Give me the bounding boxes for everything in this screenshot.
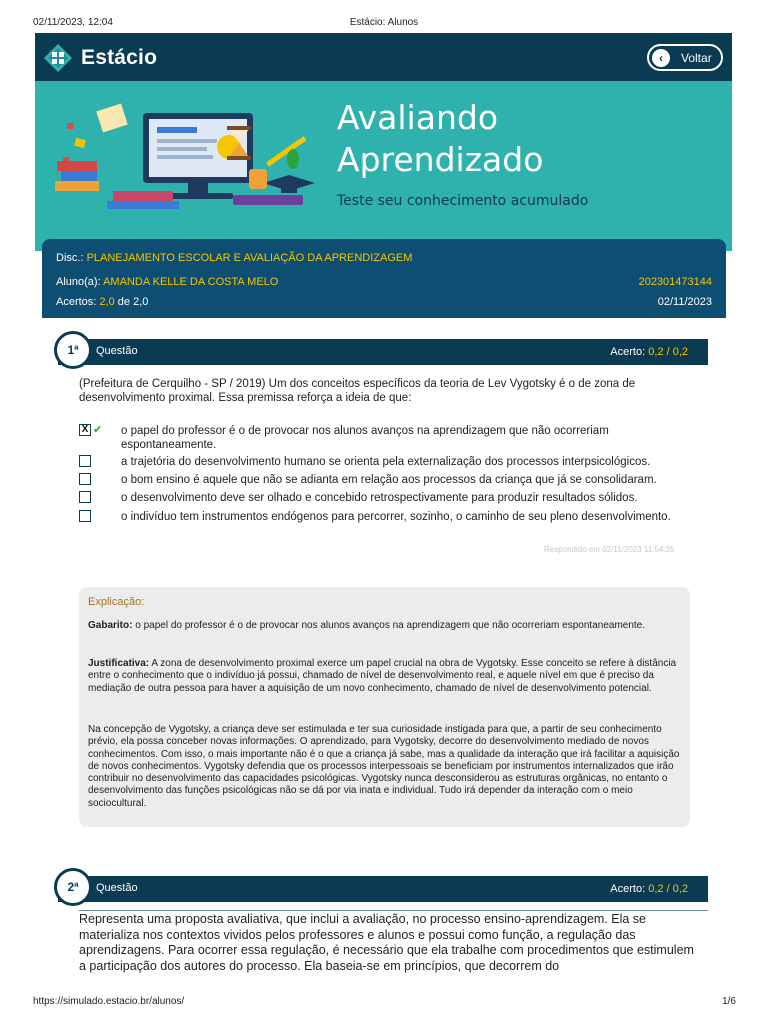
hero-banner <box>35 81 732 251</box>
question-score-sep: / <box>666 883 670 895</box>
question-score-value: 0,2 <box>648 346 664 358</box>
question-number-badge: 1ª <box>54 331 92 369</box>
justification-paragraph <box>88 658 682 695</box>
hero-subtitle: Teste seu conhecimento acumulado <box>337 193 589 209</box>
question-score-label: Acerto: <box>610 883 646 895</box>
student-name: AMANDA KELLE DA COSTA MELO <box>103 276 279 288</box>
question-score-label: Acerto: <box>610 346 646 358</box>
explanation-box <box>79 587 690 827</box>
answered-timestamp: Respondido em 02/11/2023 11:54:35 <box>544 545 675 554</box>
question-2-statement: Representa uma proposta avaliativa, que inclui a avaliação, no processo ensino-aprendizagem. Ela se materializa nos contextos vividos pelos professores e alunos e possui como função, a regulação das aprendizagens. Para ocorrer essa regulação, é necessário que ela trabalhe com procedimentos que estimulem a participação dos autores do processo. Ela baseia-se em princípios, que decorrem do <box>79 912 694 973</box>
print-header <box>0 17 768 31</box>
back-button-label: Voltar <box>681 50 712 65</box>
explanation-title: Explicação: <box>88 596 145 608</box>
question-2-header <box>58 876 708 902</box>
brand-name: Estácio <box>81 46 158 69</box>
option-4-text: o desenvolvimento deve ser olhado e concebido retrospectivamente para produzir resultados sólidos. <box>121 492 638 504</box>
gabarito-text: o papel do professor é o de provocar nos alunos avanços na aprendizagem que não ocorreriam espontaneamente. <box>135 620 646 631</box>
justification-label: Justificativa: <box>88 658 150 669</box>
estacio-logo-icon <box>43 43 73 73</box>
student-row <box>56 275 278 289</box>
option-2-checkbox[interactable] <box>79 455 91 467</box>
hero-title <box>337 97 637 181</box>
exam-date-value: 02/11/2023 <box>657 296 712 308</box>
top-bar <box>35 33 732 81</box>
question-score <box>610 346 688 358</box>
student-label: Aluno(a): <box>56 276 101 288</box>
print-date: 02/11/2023, 12:04 <box>33 17 113 28</box>
brand-logo[interactable] <box>43 42 157 74</box>
question-1-header <box>58 339 708 365</box>
study-illustration-icon <box>53 99 323 219</box>
print-title: Estácio: Alunos <box>349 17 419 28</box>
correct-check-icon: ✔ <box>93 424 103 436</box>
score-total: de 2,0 <box>117 296 149 308</box>
question-score <box>610 883 688 895</box>
option-5-checkbox[interactable] <box>79 510 91 522</box>
print-page: 1/6 <box>722 996 736 1007</box>
question-score-sep: / <box>666 346 670 358</box>
student-id-value: 202301473144 <box>638 276 712 288</box>
chevron-left-icon: ‹ <box>652 49 670 67</box>
score-label: Acertos: <box>56 296 97 308</box>
exam-date <box>658 295 712 309</box>
hero-title-line2: Aprendizado <box>337 140 544 179</box>
explanation-paragraph: Na concepção de Vygotsky, a criança deve ser estimulada e ter sua curiosidade instigada para que, a partir de seu conhecimento prévio, ela possa conceber novas informações. O aprendizado, para Vygotsky, decorre do desenvolvimento mediado de novos conhecimentos. Com isso, o mais importante não é o que a criança já sabe, mas a qualidade da interação que irá facilitar a aquisição de novos conhecimentos. Vygotsky defendia que os processos interpessoais se beneficiam por instrumentos internalizados que irão contribuir no desenvolvimento das capacidades psicológicas. Vygotsky nunca desconsiderou as estruturas orgânicas, no entanto o desenvolvimento das funções psicológicas não se dá por via inata e individual. Tudo irá depender da interação com o meio sociocultural. <box>88 724 680 809</box>
option-2-text: a trajetória do desenvolvimento humano se orienta pela externalização dos processos interpsicológicos. <box>121 456 651 468</box>
question-1-statement: (Prefeitura de Cerquilho - SP / 2019) Um dos conceitos específicos da teoria de Lev Vygotsky é o de zona de desenvolvimento proximal. Essa premissa reforça a ideia de que: <box>79 378 636 404</box>
gabarito-paragraph <box>88 620 682 632</box>
question-label: Questão <box>96 882 138 894</box>
option-3-text: o bom ensino é aquele que não se adianta em relação aos processos da criança que já se consolidaram. <box>121 474 657 486</box>
gabarito-label: Gabarito: <box>88 620 133 631</box>
option-3-checkbox[interactable] <box>79 473 91 485</box>
question-2-divider <box>79 910 708 911</box>
question-score-max: 0,2 <box>672 346 688 358</box>
student-id <box>639 275 712 289</box>
option-1-text: o papel do professor é o de provocar nos alunos avanços na aprendizagem que não ocorreriam espontaneamente. <box>121 425 609 451</box>
option-4-checkbox[interactable] <box>79 491 91 503</box>
student-info-panel <box>42 239 726 318</box>
question-score-max: 0,2 <box>672 883 688 895</box>
print-footer <box>0 996 768 1010</box>
question-score-value: 0,2 <box>648 883 664 895</box>
hero-title-line1: Avaliando <box>337 98 499 137</box>
score-value: 2,0 <box>99 296 115 308</box>
back-button[interactable] <box>647 44 723 71</box>
option-1-checkbox[interactable]: X <box>79 424 91 436</box>
discipline-label: Disc.: <box>56 252 84 264</box>
option-5-text: o indivíduo tem instrumentos endógenos para percorrer, sozinho, o caminho de seu pleno desenvolvimento. <box>121 511 671 523</box>
print-url: https://simulado.estacio.br/alunos/ <box>33 996 185 1007</box>
discipline-value: PLANEJAMENTO ESCOLAR E AVALIAÇÃO DA APRENDIZAGEM <box>86 252 413 264</box>
justification-text: A zona de desenvolvimento proximal exerce um papel crucial na obra de Vygotsky. Esse conceito se refere à distância entre o conhecimento que o indivíduo já possui, chamado de nível de desenvolvimento real, e aquele nível em que é preciso da mediação de outra pessoa para haver a aquisição de um novo conhecimento, chamado de nível de desenvolvimento potencial. <box>88 658 677 694</box>
score-row <box>56 295 148 309</box>
question-number-badge: 2ª <box>54 868 92 906</box>
discipline-row <box>56 251 412 265</box>
question-label: Questão <box>96 345 138 357</box>
